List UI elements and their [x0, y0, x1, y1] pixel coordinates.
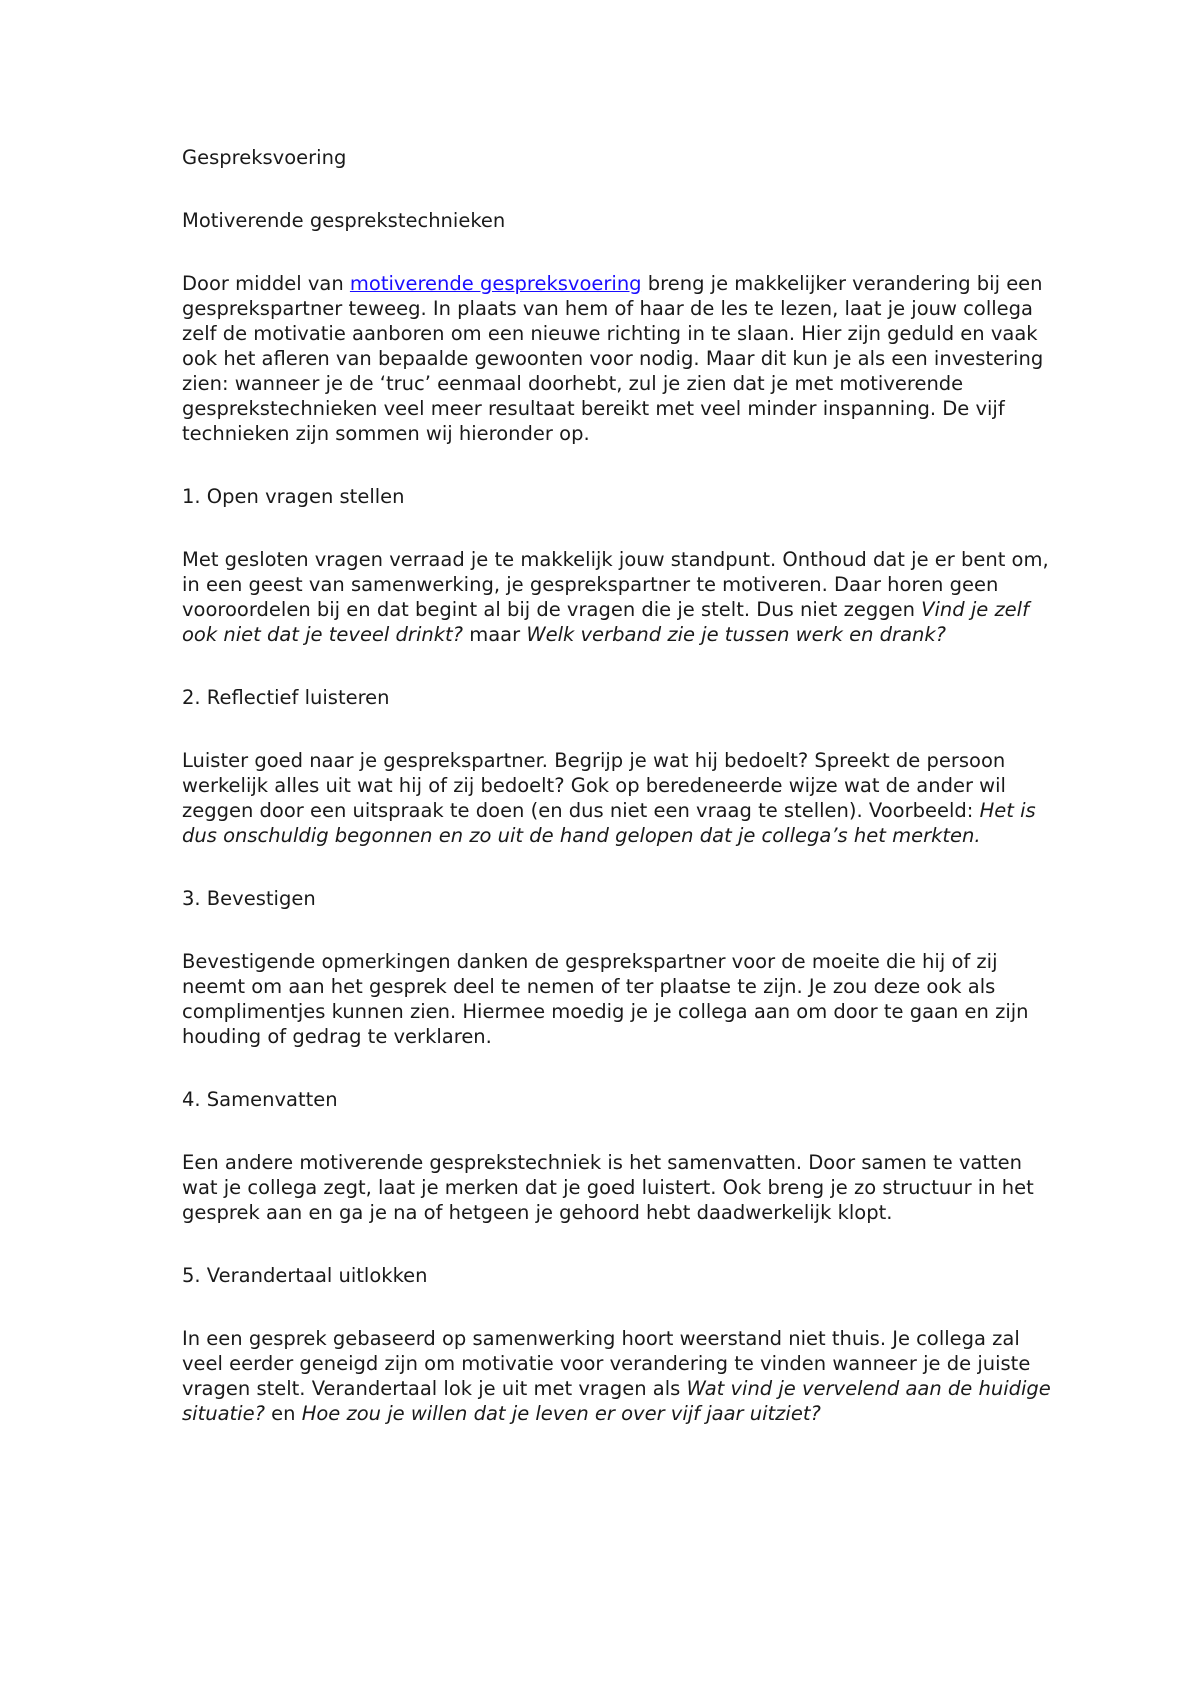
motiverende-gespreksvoering-link[interactable]: motiverende gespreksvoering	[349, 272, 642, 295]
section-heading-reflectief-luisteren: 2. Reflectief luisteren	[182, 686, 390, 709]
intro-paragraph	[182, 271, 1052, 446]
section-heading-verandertaal: 5. Verandertaal uitlokken	[182, 1264, 428, 1287]
example-question: Vind je zelf ook niet dat je teveel drinkt?	[182, 598, 1029, 646]
intro-text-start: Door middel van	[182, 272, 350, 295]
example-question: Welk verband zie je tussen werk en drank?	[526, 623, 947, 646]
section-text: In een gesprek gebaseerd op samenwerking hoort weerstand niet thuis. Je collega zal veel eerder geneigd zijn om motivatie voor verandering te vinden wanneer je de juiste vragen stelt. Verandertaal lok je uit met vragen als	[182, 1327, 1031, 1400]
document-title: Gespreksvoering	[182, 146, 347, 169]
section-text: maar	[463, 623, 527, 646]
section-heading-open-vragen: 1. Open vragen stellen	[182, 485, 405, 508]
section-text: en	[264, 1402, 302, 1425]
section-body-reflectief-luisteren	[182, 748, 1052, 848]
example-question: Wat vind je vervelend aan de huidige situatie?	[182, 1377, 1051, 1425]
section-body-bevestigen: Bevestigende opmerkingen danken de gesprekspartner voor de moeite die hij of zij neemt om aan het gesprek deel te nemen of ter plaatse te zijn. Je zou deze ook als complimentjes kunnen zien. Hiermee moedig je je collega aan om door te gaan en zijn houding of gedrag te verklaren.	[182, 950, 1029, 1048]
section-heading-samenvatten: 4. Samenvatten	[182, 1088, 338, 1111]
section-text: Met gesloten vragen verraad je te makkelijk jouw standpunt. Onthoud dat je er bent om, in een geest van samenwerking, je gesprekspartner te motiveren. Daar horen geen vooroordelen bij en dat begint al bij de vragen die je stelt. Dus niet zeggen	[182, 548, 1049, 621]
section-body-verandertaal	[182, 1326, 1052, 1426]
document-subtitle: Motiverende gesprekstechnieken	[182, 209, 506, 232]
document-body	[182, 145, 1052, 1464]
section-text: Luister goed naar je gesprekspartner. Begrijp je wat hij bedoelt? Spreekt de persoon werkelijk alles uit wat hij of zij bedoelt? Gok op beredeneerde wijze wat de ander wil zeggen door een uitspraak te doen (en dus niet een vraag te stellen). Voorbeeld:	[182, 749, 1006, 822]
section-body-samenvatten: Een andere motiverende gesprekstechniek is het samenvatten. Door samen te vatten wat je collega zegt, laat je merken dat je goed luistert. Ook breng je zo structuur in het gesprek aan en ga je na of hetgeen je gehoord hebt daadwerkelijk klopt.	[182, 1151, 1034, 1224]
section-body-open-vragen	[182, 547, 1052, 647]
section-heading-bevestigen: 3. Bevestigen	[182, 887, 316, 910]
example-statement: Het is dus onschuldig begonnen en zo uit de hand gelopen dat je collega’s het merkten.	[182, 799, 1036, 847]
intro-text-end: breng je makkelijker verandering bij een gesprekspartner teweeg. In plaats van hem of haar de les te lezen, laat je jouw collega zelf de motivatie aanboren om een nieuwe richting in te slaan. Hier zijn geduld en vaak ook het afleren van bepaalde gewoonten voor nodig. Maar dit kun je als een investering zien: wanneer je de ‘truc’ eenmaal doorhebt, zul je zien dat je met motiverende gesprekstechnieken veel meer resultaat bereikt met veel minder inspanning. De vijf technieken zijn sommen wij hieronder op.	[182, 272, 1044, 445]
example-question: Hoe zou je willen dat je leven er over vijf jaar uitziet?	[301, 1402, 821, 1425]
